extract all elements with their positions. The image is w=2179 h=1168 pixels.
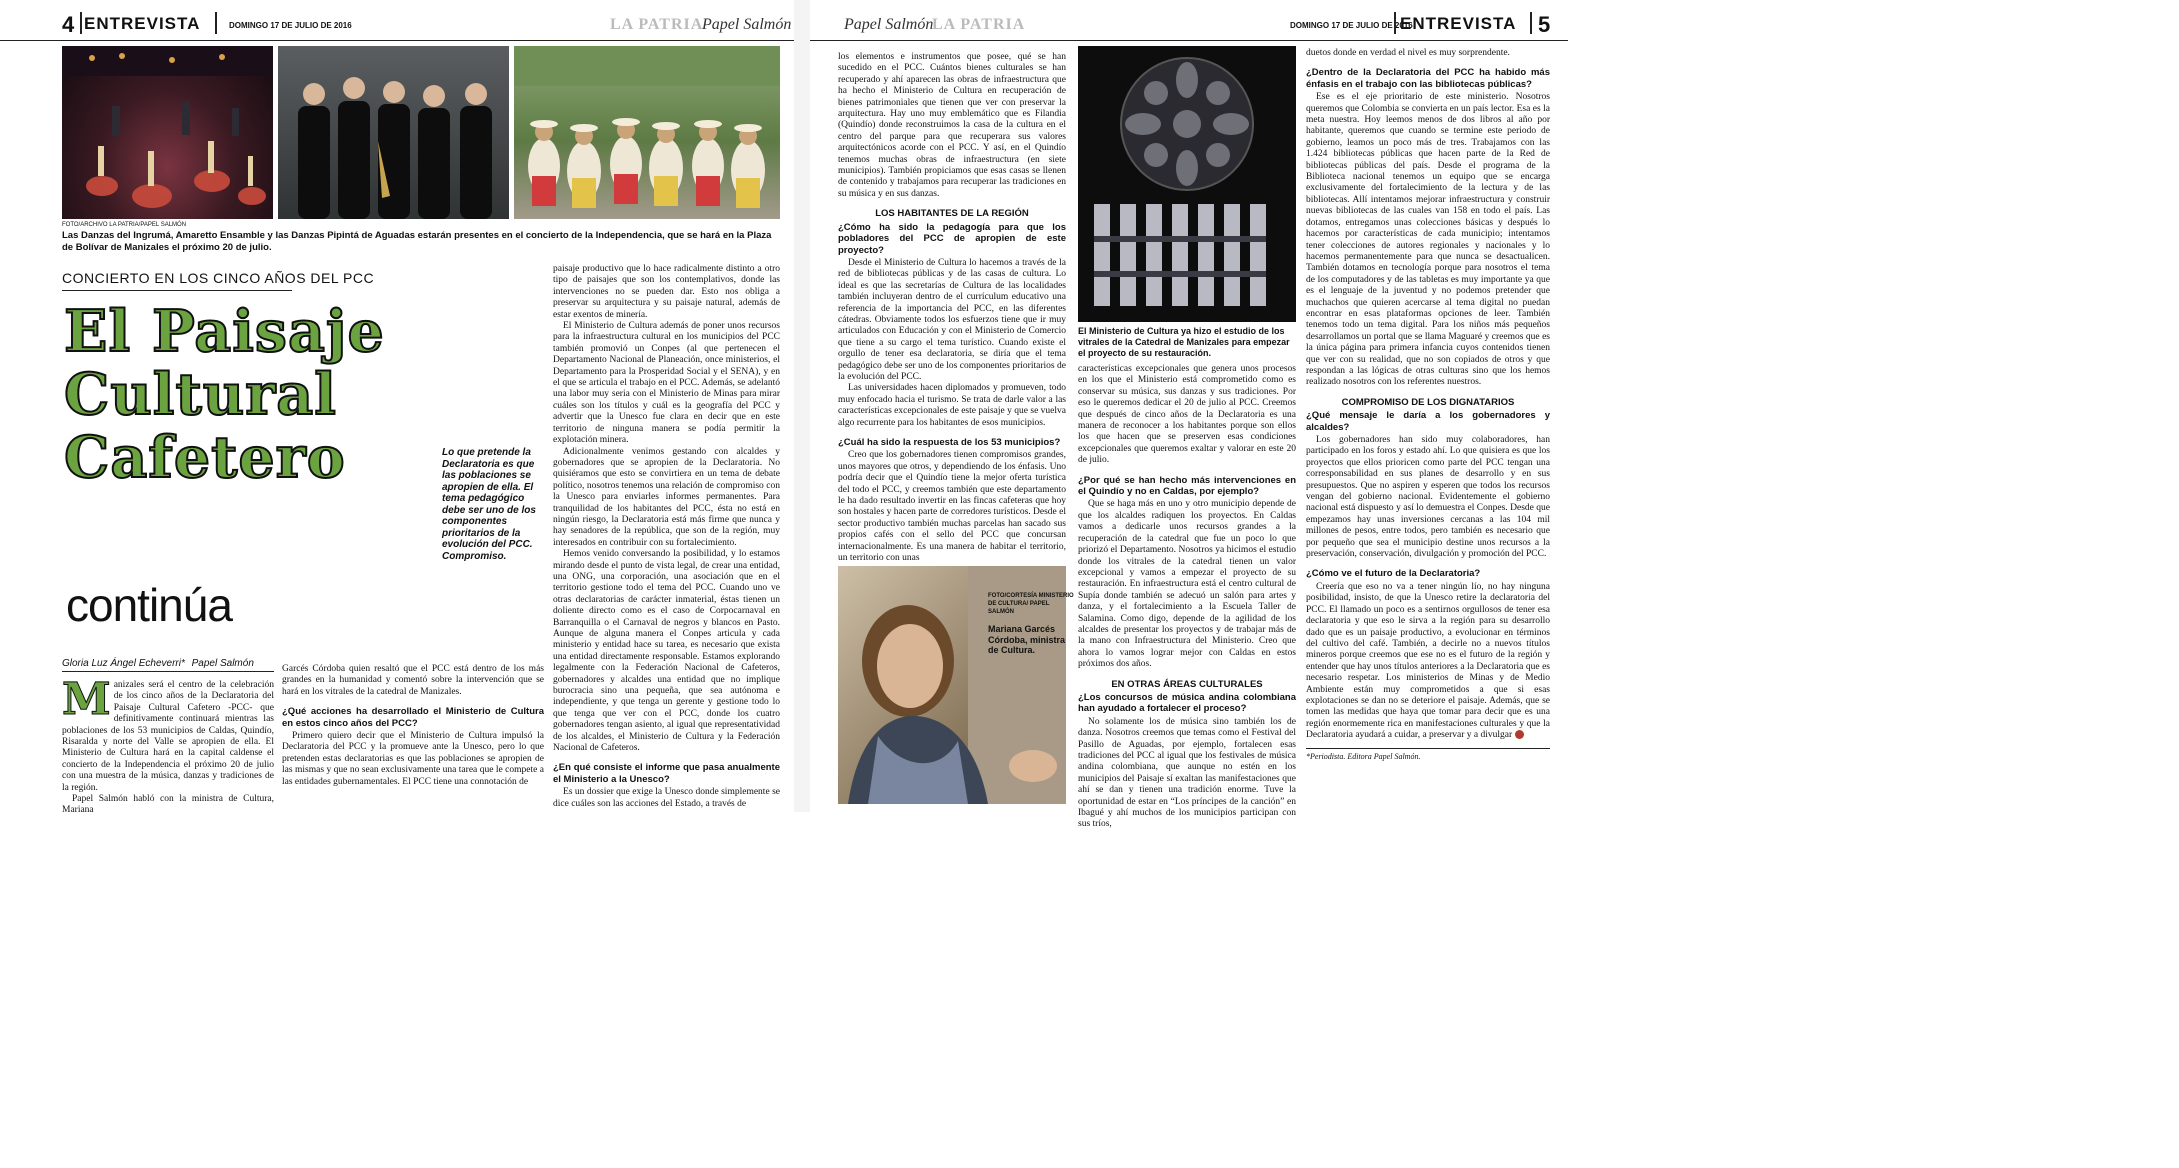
- subheading: LOS HABITANTES DE LA REGIÓN: [875, 208, 1029, 220]
- paragraph: Papel Salmón habló con la ministra de Cultura, Mariana: [62, 794, 274, 816]
- headline-tail: continúa: [66, 579, 232, 631]
- answer-paragraph: Ese es el eje prioritario de este ministerio. Nosotros queremos que Colombia se convierta en un país lector. Esa es la meta nuestra. Hoy leemos menos de dos libros al año por habitante, queremos que cuando se termine este periodo de gobierno, leamos un poco más de tres. Trabajamos con las 1.424 bibliotecas públicas que hacen parte de la Red de bibliotecas públicas del país. Desde el programa de la Biblioteca nacional tenemos un equipo que se encarga exclusivamente del fortalecimiento de la lectura y de las bibliotecas. Allí intentamos mejorar infraestructura y construir nuevas bibliotecas de las cuales van 158 en todo el país. Las dotamos, entregamos unas colecciones básicas y después lo hacemos por características de cada municipio; intentamos tener colecciones de autores regionales y nacionales y lo hacemos permanentemente para que nunca se desactualicen. También dotamos en tecnología porque para nosotros el tema de los computadores y de las tabletas es muy importante ya que es el lenguaje de la juventud y no podemos pretender que muchachos que quieren acercarse al tema digital no puedan encontrar en esas plataformas opciones de leer. También tenemos todo un tema digital. Para los niños más pequeños desarrollamos un portal que se llama Maguaré y creemos que es la única página para primera infancia cuyos contenidos tienen que ver con su realidad, que no son copiados de otros y que respondan a las lógicas de otras culturas sino que los hemos realizado nosotros con los referentes nuestros.: [1306, 92, 1550, 388]
- answer-paragraph: Creería que eso no va a tener ningún lío, no hay ninguna posibilidad, insisto, de que la Unesco retire la declaratoria del PCC. El llamado un poco es a sentirnos orgullosos de tener esa declaratoria y que eso le sirva a la región para su desarrollo dado que es un paisaje productivo, a evolucionar en términos del cultivo del café. También, a decirle no a nuevos títulos mineros porque creemos que ese no es el futuro de la región y entender que hay unos títulos anteriores a la Declaratoria que es necesario respetar. Los ministerios de Minas y de Medio Ambiente están muy comprometidos a que si esas explotaciones se dan no se deteriore el paisaje. Además, que se tomen las medidas que haya que tomar para decir que es una región enormemente rica en manifestaciones culturales y que la Declaratoria ayudará a cuidar, a preservar y a divulgar: [1306, 581, 1550, 741]
- byline-author: Gloria Luz Ángel Echeverri*: [62, 658, 185, 669]
- question-heading: ¿Los concursos de música andina colombiana han ayudado a fortalecer el proceso?: [1078, 691, 1296, 715]
- dancers-stage-image: [62, 46, 273, 219]
- question-heading: ¿Cómo ha sido la pedagogía para que los pobladores del PCC de apropien de este proyecto?: [838, 221, 1066, 256]
- subheading: EN OTRAS ÁREAS CULTURALES: [1111, 678, 1263, 690]
- brand-name: Papel Salmón: [702, 16, 792, 33]
- question-heading: ¿Dentro de la Declaratoria del PCC ha habido más énfasis en el trabajo con las bibliotecas públicas?: [1306, 67, 1550, 90]
- photo-danzas-ingruma: [62, 46, 273, 219]
- masthead: LA PATRIA: [932, 16, 1026, 33]
- left-column-1: [62, 674, 274, 817]
- left-page-header: [0, 10, 794, 41]
- section-label: ENTREVISTA: [1400, 14, 1517, 33]
- answer-paragraph: Que se haga más en uno y otro municipio depende de que los alcaldes radiquen los proyectos. En Caldas vamos a dedicarle unos recursos grandes a la recuperación de la catedral que fue un poco lo que priorizó el Departamento. Nosotros ya hicimos el estudio donde los vitrales de la catedral tienen un valor excepcional y vamos a empezar el proyecto de su restauración. En infraestructura está el centro cultural de Supía donde también se adecuó un salón para artes y danza, y el fortalecimiento a la Escuela Taller de Salamina. Como digo, depende de la agilidad de los alcaldes de presentar los proyectos y de trabajar más de la mano con Infraestructura del Ministerio. Creo que ahora lo vamos lograr mejor con Caldas en estos próximos dos años.: [1078, 499, 1296, 670]
- header-divider: [1394, 12, 1396, 34]
- masthead: LA PATRIA: [610, 16, 704, 33]
- question-heading: ¿Cuál ha sido la respuesta de los 53 municipios?: [838, 437, 1061, 448]
- paragraph: El Ministerio de Cultura además de poner unos recursos para la infraestructura cultural en los municipios del PCC también promovió un Conpes (al que pertenecen el Departamento Nacional de Planeación, once ministerios, el Departamento para la Prosperidad Social y el SENA), y en el que se articula el trabajo en el PCC. Además, se adelantó una labor muy seria con el Ministerio de Minas para mirar cuáles son los títulos y cuál es la geografía del PCC y advertir que la Unesco fue clara en decir que en este territorio de ninguna manera se podía permitir la explotación minera.: [553, 321, 780, 446]
- answer-paragraph: Los gobernadores han sido muy colaboradores, han participado en los foros y estado ahí. Lo que quisiera es que los proyectos que ellos prioricen como parte del PCC tengan una corresponsabilidad en sus planes de desarrollo y en sus presupuestos. Que no aspiren y esperen que todos los recursos vengan del gobierno nacional. Evidentemente el gobierno nacional está dispuesto y así lo demuestra el Conpes. Desde que empezamos hay unas inversiones cercanas a las 104 mil millones de pesos, entre todos, pero también es necesario que por pequeño que sea el municipio destine unos recursos a la preservación, conservación, divulgación y promoción del PCC.: [1306, 435, 1550, 560]
- question-heading: ¿Qué acciones ha desarrollado el Ministerio de Cultura en estos cinco años del PCC?: [282, 706, 544, 729]
- header-divider: [1530, 12, 1532, 34]
- left-column-2: [282, 664, 544, 788]
- right-column-1: [838, 52, 1066, 564]
- window-caption: El Ministerio de Cultura ya hizo el estudio de los vitrales de la Catedral de Manizales para empezar el proyecto de su restauración.: [1078, 326, 1290, 358]
- subheading: COMPROMISO DE LOS DIGNATARIOS: [1341, 396, 1515, 408]
- kicker-rule: [62, 290, 292, 291]
- right-page: [810, 0, 1568, 830]
- photo-caption: Las Danzas del Ingrumá, Amaretto Ensamble y las Danzas Pipintá de Aguadas estarán presentes en el concierto de la Independencia, que se hará en la Plaza de Bolívar de Manizales el próximo 20 de julio.: [62, 230, 772, 253]
- left-column-3: [553, 264, 780, 810]
- answer-paragraph: No solamente los de música sino también los de danza. Nosotros creemos que temas como el Festival del Pasillo de Aguadas, por ejemplo, fortalecen esas tradiciones del PCC al igual que los festivales de música andina colombiana, que aunque no estén en los municipios del Paisaje sí exaltan las manifestaciones que ahí se dan y tienen una tradición enorme. Tuve la oportunidad de estar en “Los príncipes de la canción” en Ibagué y ahí muchos de los municipios participan con sus tríos,: [1078, 716, 1296, 830]
- folk-dancers-image: [514, 46, 780, 219]
- question-heading: ¿Por qué se han hecho más intervenciones en el Quindío y no en Caldas, por ejemplo?: [1078, 474, 1296, 498]
- page-gutter: [794, 0, 810, 812]
- pull-quote: Lo que pretende la Declaratoria es que las poblaciones se apropien de ella. El tema pedagógico debe ser uno de los componentes prioritarios de la evolución del PCC. Compromiso.: [442, 447, 536, 562]
- cathedral-window-image: [1078, 46, 1296, 322]
- right-column-2: [1078, 364, 1296, 831]
- paragraph: los elementos e instrumentos que posee, qué se han sucedido en el PCC. Cuántos bienes culturales se han recuperado y ahí aparecen las obras de infraestructura que ha hecho el Ministerio de Cultura en recuperación de bienes patrimoniales que tienen que ver con preservar la arquitectura. Hay uno muy emblemático que es Filandia (Quindío) donde reconstruimos la casa de la cultura en el centro del parque para que recuperara sus valores arquitectónicos acorde con el PCC. Y así, en el Quindío tenemos muchas obras de infraestructura (en siete municipios). También propiciamos que esas casas se llenen de contenido y trabajamos para recuperar las tradiciones en su música y en sus danzas.: [838, 52, 1066, 199]
- paragraph: Adicionalmente venimos gestando con alcaldes y gobernadores que se apropien de la Declaratoria. No quisiéramos que esto se convirtiera en un tema de debate político, nosotros tenemos una relación de compromiso con la Unesco para enviarles informes permanentes. Para tranquilidad de los habitantes del PCC, ésta no está en ningún riesgo, la Declaratoria está más firme que nunca y hay senadores de la república, que son de la región, muy interesados en contribuir con su fortalecimiento.: [553, 446, 780, 548]
- paragraph: duetos donde en verdad el nivel es muy sorprendente.: [1306, 48, 1510, 58]
- answer-paragraph: Es un dossier que exige la Unesco donde simplemente se dice cuáles son las acciones del Estado, a través de: [553, 787, 780, 809]
- photo-stained-glass: [1078, 46, 1296, 322]
- byline-publication: Papel Salmón: [191, 658, 254, 669]
- headline-line-3: Cafetero: [64, 424, 346, 491]
- header-divider: [80, 12, 82, 34]
- right-page-header: [810, 10, 1568, 41]
- left-page: [0, 0, 794, 816]
- page-number: 5: [1538, 12, 1551, 37]
- dropcap: M: [62, 674, 111, 725]
- issue-date: DOMINGO 17 DE JULIO DE 2016: [229, 21, 352, 30]
- answer-paragraph: Creo que los gobernadores tienen compromisos grandes, unos mayores que otros, y dependiendo de los énfasis. Uno podría decir que el Quindío tiene la mejor oferta turística del todo el PCC, y creemos también que este departamento le ha dado resultado invertir en las fincas cafeteras que hoy son hostales y hacen parte de corredores turísticos. Desde el sector productivo también muchas parcelas han sacado sus propios cafés con el sello del PCC que concursan internacionalmente. Es una manera de habitar el territorio, un territorio con unas: [838, 450, 1066, 564]
- question-heading: ¿En qué consiste el informe que pasa anualmente el Ministerio a la Unesco?: [553, 762, 780, 785]
- right-column-3: [1306, 48, 1550, 762]
- answer-paragraph: Primero quiero decir que el Ministerio de Cultura impulsó la Declaratoria del PCC y la promueve ante la Unesco, pero lo que pretenden estas declaratorias es que las poblaciones se apropien de las mismas y que no sean exclusivamente una tarea que le compete a las entidades gubernamentales. El PCC tiene una connotación de: [282, 731, 544, 787]
- answer-paragraph: Las universidades hacen diplomados y promueven, todo muy enfocado hacia el turismo. Se trata de darle valor a las características excepcionales de este paisaje y que se vuelva algo recurrente para los habitantes de esos municipios.: [838, 383, 1066, 428]
- inner-photo-caption: Mariana Garcés Córdoba, ministra de Cultura.: [988, 624, 1066, 655]
- brand-name: Papel Salmón: [844, 16, 934, 33]
- issue-date: DOMINGO 17 DE JULIO DE 2016: [1290, 21, 1413, 30]
- photo-amaretto-ensamble: [278, 46, 509, 219]
- inner-photo-credit: FOTO/CORTESÍA MINISTERIO DE CULTURA/ PAPEL SALMÓN: [988, 593, 1074, 615]
- lead-paragraph: Manizales será el centro de la celebración de los cinco años de la Declaratoria del Paisaje Cultural Cafetero -PCC- que definitivamente continuará mientras las poblaciones de los 53 municipios de Caldas, Quindío, Risaralda y norte del Valle se apropien de ella. El Ministerio de Cultura hará en la capital caldense el concierto de la Independencia el próximo 20 de julio con una muestra de la música, danzas y tradiciones de la región.: [62, 674, 274, 793]
- paragraph: características excepcionales que genera unos procesos en los que el Ministerio está comprometido como es conservar su música, sus danzas y sus tradiciones. Por eso le queremos dedicar el 20 de julio al PCC. Creemos que después de cinco años de la Declaratoria es una manera de reconocer a los habitantes porque son ellos los que hacen que se preserven esas condiciones excepcionales que queremos exaltar y valorar en este 20 de julio.: [1078, 364, 1296, 466]
- photo-credit: FOTO/ARCHIVO LA PATRIA/PAPEL SALMÓN: [62, 222, 187, 228]
- question-heading: ¿Qué mensaje le daría a los gobernadores y alcaldes?: [1306, 410, 1550, 433]
- paragraph: Hemos venido conversando la posibilidad, y lo estamos mirando desde el punto de vista legal, de crear una entidad, una ONG, una corporación, una asociación que en el territorio gestione todo el tema del PCC. Cuando uno ve otras declaratorias de carácter inmaterial, éstas tienen un doliente directo como es el caso de Corpocarnaval en Barranquilla o el Carnaval de negros y blancos en Pasto. Aunque de alguna manera el Conpes articula y cada ministerio y entidad hace su tarea, es necesario que exista una entidad directamente responsable. Estamos explorando legalmente con la Federación Nacional de Cafeteros, gobernadores y alcaldes una entidad que no implique burocracia sino una pequeña, que sea autónoma e independiente, y que tenga un gerente y gestione todo lo que tenga que ver con el PCC, donde los cuatro gobernadores tengan asiento, al igual que representatividad de los alcaldes, el Ministerio de Cultura y la Federación Nacional de Cafeteros.: [553, 549, 780, 754]
- photo-danzas-pipinta: [514, 46, 780, 219]
- footnote: *Periodista. Editora Papel Salmón.: [1306, 748, 1550, 762]
- paragraph: paisaje productivo que lo hace radicalmente distinto a otro tipo de paisajes que son los contemplativos, donde las intervenciones no se pueden dar. Esto nos obliga a preservar su arquitectura y su paisaje natural, además de estar exentos de minería.: [553, 264, 780, 320]
- question-heading: ¿Cómo ve el futuro de la Declaratoria?: [1306, 568, 1481, 580]
- answer-paragraph: Desde el Ministerio de Cultura lo hacemos a través de la red de bibliotecas públicas y de las casas de cultura. Lo ideal es que las secretarías de Cultura de las localidades también incluyeran dentro de el currículum educativo una referencia de la importancia del PCC, en las diferentes cátedras. Obviamente todos los esfuerzos tiene que ir muy articulados con Educación y con el Ministerio de Comercio que tiene a su cargo el tema turístico. Cuando existe el orgullo de tener esa declaratoria, se diría que el tema pedagógico debe ser uno de los componentes prioritarios de la evolución del PCC.: [838, 257, 1066, 382]
- headline-line-2: Cultural: [64, 361, 337, 428]
- page-number: 4: [62, 12, 75, 37]
- headline-line-1: El Paisaje: [64, 298, 385, 365]
- kicker: CONCIERTO EN LOS CINCO AÑOS DEL PCC: [62, 270, 375, 286]
- headline: [64, 300, 385, 489]
- end-mark-icon: [1515, 730, 1524, 739]
- header-divider: [215, 12, 217, 34]
- musicians-group-image: [278, 46, 509, 219]
- section-label: ENTREVISTA: [84, 14, 201, 33]
- byline: [62, 658, 274, 672]
- paragraph: Garcés Córdoba quien resaltó que el PCC está dentro de los más grandes en la humanidad y comentó sobre la intervención que se hará en los vitrales de la catedral de Manizales.: [282, 664, 544, 697]
